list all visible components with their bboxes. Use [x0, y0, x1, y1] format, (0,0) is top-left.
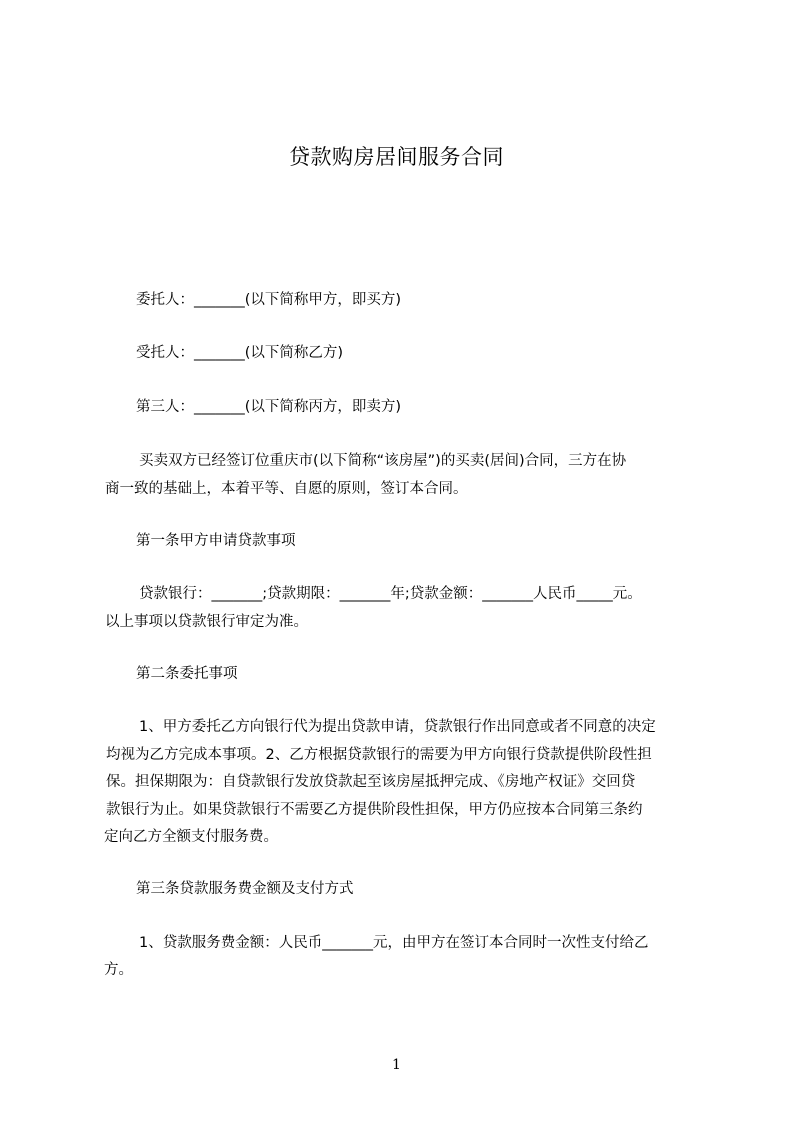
party-agent-line: 受托人：_______(以下简称乙方) — [136, 345, 344, 361]
article-2-line-2: 均视为乙方完成本事项。2、乙方根据贷款银行的需要为甲方向银行贷款提供阶段性担 — [106, 747, 652, 763]
party-third-line: 第三人：_______(以下简称丙方，即卖方) — [136, 399, 402, 415]
article-1-line-2: 以上事项以贷款银行审定为准。 — [105, 614, 308, 630]
article-2-line-5: 定向乙方全额支付服务费。 — [104, 829, 278, 845]
document-title: 贷款购房居间服务合同 — [289, 145, 504, 169]
article-2-heading: 第二条委托事项 — [136, 666, 238, 682]
article-3-line-1: 1、贷款服务费金额：人民币_______元，由甲方在签订本合同时一次性支付给乙 — [139, 935, 649, 951]
intro-paragraph-line-2: 商一致的基础上，本着平等、自愿的原则，签订本合同。 — [105, 481, 468, 497]
article-2-line-3: 保。担保期限为：自贷款银行发放贷款起至该房屋抵押完成、《房地产权证》交回贷 — [106, 774, 636, 790]
intro-paragraph-line-1: 买卖双方已经签订位重庆市(以下简称“该房屋”)的买卖(居间)合同，三方在协 — [139, 453, 627, 469]
article-1-heading: 第一条甲方申请贷款事项 — [136, 533, 296, 549]
article-2-line-1: 1、甲方委托乙方向银行代为提出贷款申请，贷款银行作出同意或者不同意的决定 — [139, 719, 656, 735]
article-2-line-4: 款银行为止。如果贷款银行不需要乙方提供阶段性担保，甲方仍应按本合同第三条约 — [106, 802, 643, 818]
article-3-line-2: 方。 — [104, 962, 133, 978]
page-number: 1 — [392, 1057, 401, 1073]
article-3-heading: 第三条贷款服务费金额及支付方式 — [136, 881, 354, 897]
party-client-line: 委托人：_______(以下简称甲方，即买方) — [136, 292, 402, 308]
article-1-line-1: 贷款银行：_______;贷款期限：_______年;贷款金额：_______人民币_____元。 — [139, 586, 642, 602]
